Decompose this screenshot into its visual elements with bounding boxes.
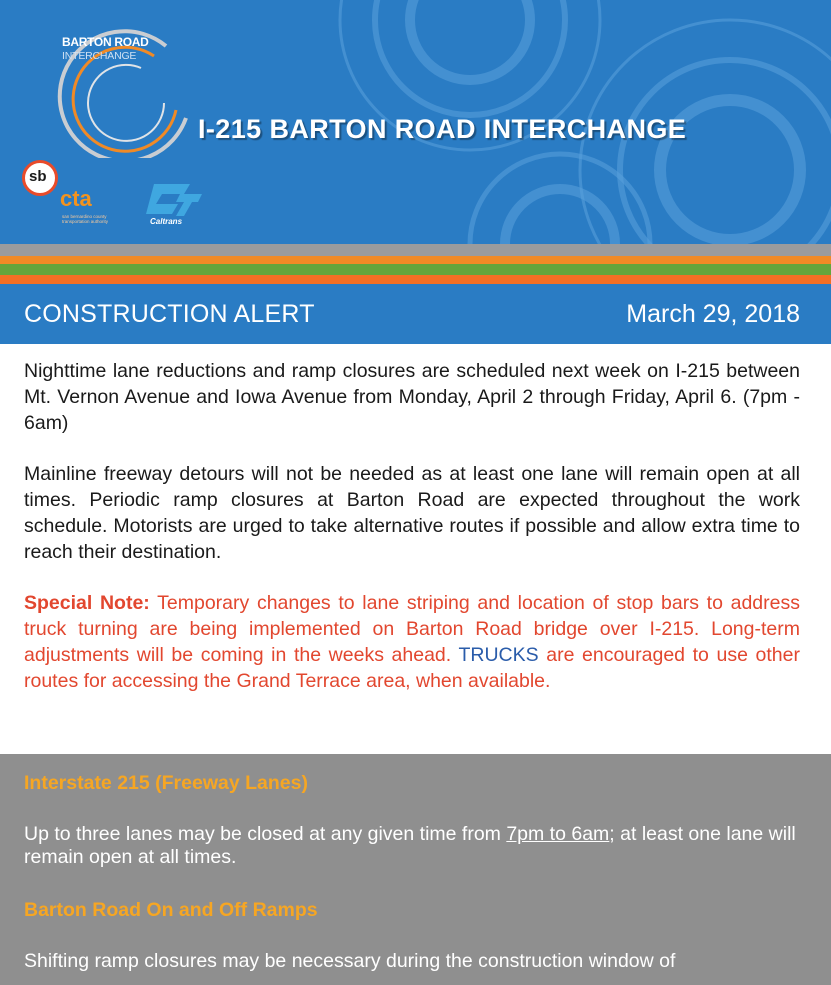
divider-stripe-red-orange — [0, 275, 831, 284]
alert-body — [24, 358, 800, 719]
body-paragraph-1: Nighttime lane reductions and ramp closures are scheduled next week on I-215 between Mt. Vernon Avenue and Iowa Avenue from Monday, April 2 through Friday, April 6. (7pm - 6am) — [24, 360, 800, 434]
trucks-highlight: TRUCKS — [458, 644, 539, 666]
special-note-text: Temporary changes to lane striping and location of stop bars to address truck turning are being implemented on Barton Road bridge over I-215. Long-term adjustments will be coming in the weeks ahead. — [24, 592, 800, 666]
freeway-time-window: 7pm to 6am — [506, 823, 610, 845]
header-banner — [0, 0, 831, 244]
ramps-text: Shifting ramp closures may be necessary during the construction window of — [24, 950, 676, 972]
body-paragraph-2: Mainline freeway detours will not be needed as at least one lane will remain open at all times. Periodic ramp closures at Barton Road are expected throughout the work schedule. Motorists are urged to take alternative routes if possible and allow extra time to reach their destination. — [24, 463, 800, 563]
special-note-label: Special Note: — [24, 592, 150, 614]
freeway-text-before: Up to three lanes may be closed at any given time from — [24, 823, 507, 845]
special-note-tail: are encouraged to use other routes for accessing the Grand Terrace area, when available. — [24, 644, 800, 692]
page-title: I-215 BARTON ROAD INTERCHANGE — [198, 114, 687, 144]
sbcta-mark: sb — [29, 168, 47, 185]
freeway-lanes-text — [24, 823, 804, 869]
sbcta-logo — [20, 158, 130, 228]
closure-details-section — [0, 754, 831, 985]
alert-title: CONSTRUCTION ALERT — [24, 300, 315, 328]
freeway-lanes-heading: Interstate 215 (Freeway Lanes) — [24, 772, 308, 794]
special-note — [24, 590, 800, 694]
divider-stripe-green — [0, 264, 831, 275]
ramps-heading: Barton Road On and Off Ramps — [24, 899, 318, 921]
divider-stripe-orange — [0, 256, 831, 264]
freeway-text-after: ; at least one lane will remain open at all times. — [24, 823, 796, 868]
logo-title: BARTON ROAD — [62, 35, 149, 49]
caltrans-name: Caltrans — [150, 217, 183, 226]
divider-stripe-gray — [0, 244, 831, 256]
alert-date: March 29, 2018 — [626, 300, 800, 328]
sbcta-name: cta — [60, 186, 92, 211]
logo-subtitle: INTERCHANGE — [62, 50, 137, 62]
sbcta-subtitle: san bernardino county transportation authority — [62, 214, 109, 224]
alert-bar — [0, 284, 831, 344]
